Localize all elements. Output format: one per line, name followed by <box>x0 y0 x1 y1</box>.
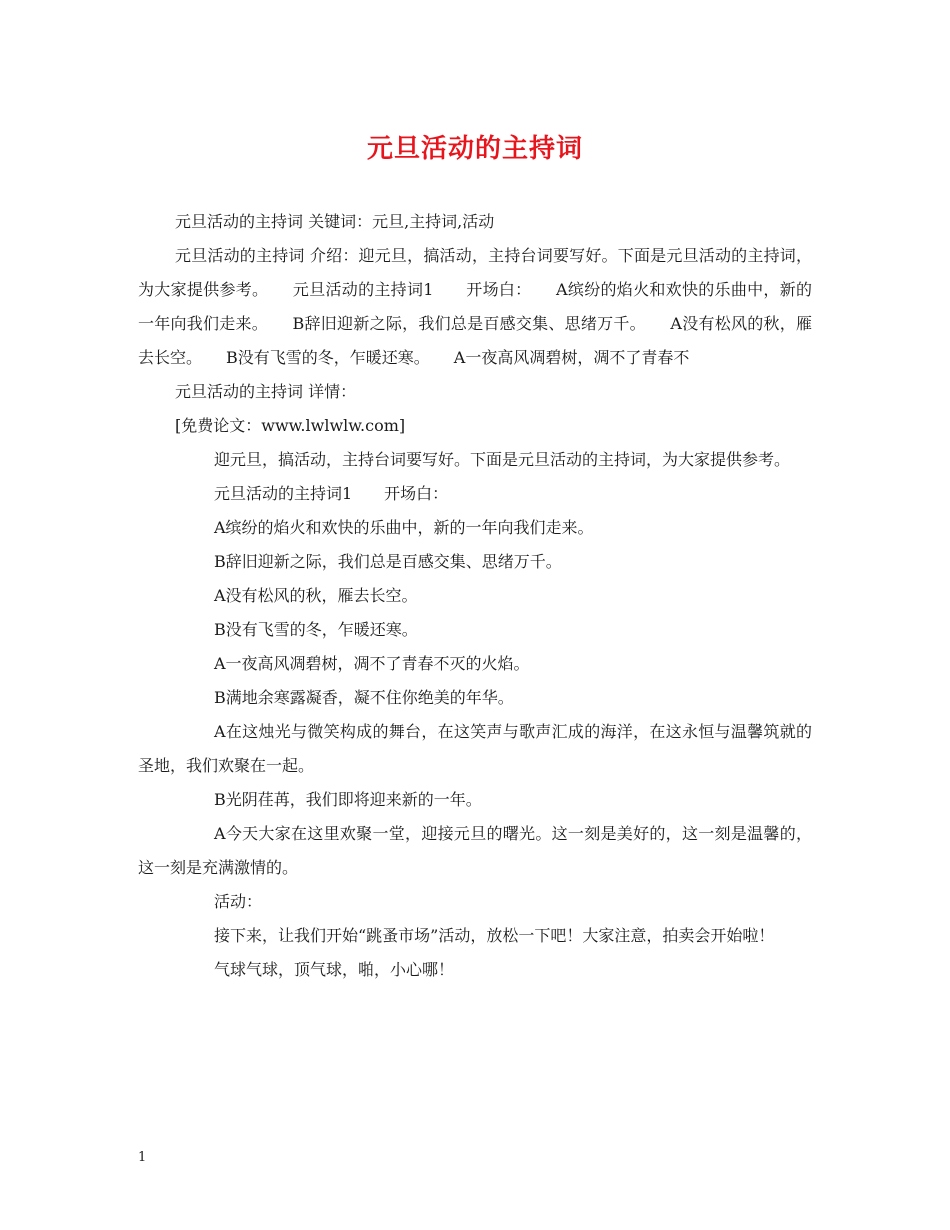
paragraph: 接下来，让我们开始“跳蚤市场”活动，放松一下吧！大家注意，拍卖会开始啦！ <box>214 926 775 945</box>
paragraph: B辞旧迎新之际，我们总是百感交集、思绪万千。 <box>214 552 562 571</box>
document-title: 元旦活动的主持词 <box>366 134 583 164</box>
paragraph: 活动： <box>214 892 263 911</box>
paragraph: 气球气球，顶气球，啪，小心哪！ <box>214 960 455 979</box>
paragraph: A没有松风的秋，雁去长空。 <box>214 586 418 605</box>
paragraph: B光阴荏苒，我们即将迎来新的一年。 <box>214 790 482 809</box>
paragraph: A缤纷的焰火和欢快的乐曲中，新的一年向我们走来。 <box>214 518 594 537</box>
paragraph: B没有飞雪的冬，乍暖还寒。 <box>214 620 418 639</box>
page-number: 1 <box>138 1150 147 1165</box>
paragraph: 迎元旦，搞活动，主持台词要写好。下面是元旦活动的主持词，为大家提供参考。 <box>214 450 791 469</box>
paragraph-details-heading: 元旦活动的主持词 详情： <box>175 382 357 401</box>
paragraph: A在这烛光与微笑构成的舞台，在这笑声与歌声汇成的海洋，在这永恒与温馨筑就的圣地，我们欢聚在一起。 <box>138 722 812 775</box>
paragraph: 元旦活动的主持词1 开场白： <box>214 484 449 503</box>
paragraph: B满地余寒露凝香，凝不住你绝美的年华。 <box>214 688 514 707</box>
paragraph: A一夜高风凋碧树，凋不了青春不灭的火焰。 <box>214 654 530 673</box>
paragraph-intro: 元旦活动的主持词 介绍：迎元旦，搞活动，主持台词要写好。下面是元旦活动的主持词，为大家提供参考。 元旦活动的主持词1 开场白： A缤纷的焰火和欢快的乐曲中，新的一年向我们走来。 B辞旧迎新之际，我们总是百感交集、思绪万千。 A没有松风的秋，雁去长空。 B没有飞雪的冬，乍暖还寒。 A一夜高风凋碧树，凋不了青春不 <box>138 246 812 367</box>
paragraph: A今天大家在这里欢聚一堂，迎接元旦的曙光。这一刻是美好的，这一刻是温馨的，这一刻是充满激情的。 <box>138 824 812 877</box>
document-body <box>138 205 812 987</box>
paragraph-source-link: [免费论文：www.lwlwlw.com] <box>175 416 406 435</box>
paragraph-keywords: 元旦活动的主持词 关键词：元旦,主持词,活动 <box>175 212 495 231</box>
